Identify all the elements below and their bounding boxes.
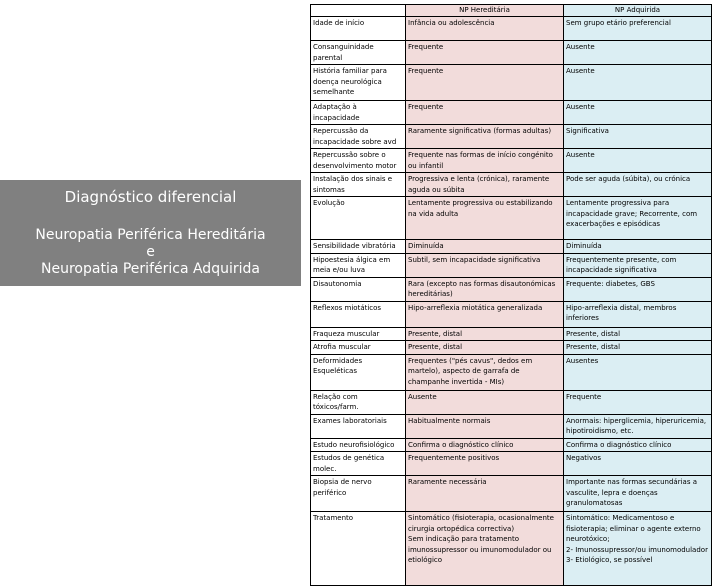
hereditary-cell: Hipo-arreflexia miotática generalizada (406, 301, 564, 327)
acquired-cell: Frequente: diabetes, GBS (564, 277, 712, 301)
table-row (311, 253, 712, 277)
table-row (311, 327, 712, 341)
acquired-cell: Ausente (564, 41, 712, 65)
hereditary-cell: Diminuída (406, 240, 564, 254)
row-label: Atrofia muscular (311, 341, 406, 355)
hereditary-cell: Raramente necessária (406, 476, 564, 512)
hereditary-cell: Infância ou adolescência (406, 17, 564, 41)
row-label: Instalação dos sinais e sintomas (311, 173, 406, 197)
acquired-cell: Lentamente progressiva para incapacidade grave; Recorrente, com exacerbações e episódicas (564, 197, 712, 240)
table-row (311, 17, 712, 41)
hereditary-cell: Subtil, sem incapacidade significativa (406, 253, 564, 277)
hereditary-cell: Presente, distal (406, 327, 564, 341)
row-label: Exames laboratoriais (311, 414, 406, 438)
table-row (311, 101, 712, 125)
row-label: Estudo neurofisiológico (311, 438, 406, 452)
row-label: Consanguinidade parental (311, 41, 406, 65)
table-row (311, 301, 712, 327)
hereditary-cell: Frequentemente positivos (406, 452, 564, 476)
hereditary-cell: Frequente (406, 65, 564, 101)
acquired-cell: Sem grupo etário preferencial (564, 17, 712, 41)
table-row (311, 125, 712, 149)
acquired-cell: Negativos (564, 452, 712, 476)
hereditary-cell: Frequente nas formas de início congénito ou infantil (406, 149, 564, 173)
hereditary-cell: Habitualmente normais (406, 414, 564, 438)
acquired-cell: Frequentemente presente, com incapacidade significativa (564, 253, 712, 277)
row-label: Deformidades Esqueléticas (311, 354, 406, 390)
row-label: Reflexos miotáticos (311, 301, 406, 327)
acquired-cell: Diminuída (564, 240, 712, 254)
header-hereditary: NP Hereditária (406, 5, 564, 17)
table-row (311, 277, 712, 301)
acquired-cell: Ausente (564, 149, 712, 173)
table-row (311, 341, 712, 355)
table-row (311, 390, 712, 414)
slide-title: Diagnóstico diferencial (64, 188, 237, 206)
acquired-cell: Presente, distal (564, 327, 712, 341)
row-label: Tratamento (311, 512, 406, 586)
table-row (311, 452, 712, 476)
hereditary-cell: Ausente (406, 390, 564, 414)
acquired-cell: Importante nas formas secundárias a vasculite, lepra e doenças granulomatosas (564, 476, 712, 512)
table-row (311, 512, 712, 586)
acquired-cell: Sintomático: Medicamentoso e fisioterapia; eliminar o agente externo neurotóxico; 2- Imunossupressor/ou imunomodulador 3- Etiológico, se possível (564, 512, 712, 586)
row-label: Disautonomia (311, 277, 406, 301)
acquired-cell: Presente, distal (564, 341, 712, 355)
row-label: Estudos de genética molec. (311, 452, 406, 476)
row-label: Sensibilidade vibratória (311, 240, 406, 254)
table-row (311, 41, 712, 65)
table-row (311, 149, 712, 173)
table-header-row (311, 5, 712, 17)
subtitle-line-1: Neuropatia Periférica Hereditária (35, 227, 266, 243)
hereditary-cell: Frequente (406, 101, 564, 125)
subtitle-line-2: e (146, 244, 155, 260)
table-row (311, 65, 712, 101)
row-label: Evolução (311, 197, 406, 240)
acquired-cell: Hipo-arreflexia distal, membros inferiores (564, 301, 712, 327)
acquired-cell: Ausente (564, 65, 712, 101)
slide-subtitle (0, 227, 301, 278)
hereditary-cell: Lentamente progressiva ou estabilizando na vida adulta (406, 197, 564, 240)
hereditary-cell: Progressiva e lenta (crónica), raramente aguda ou súbita (406, 173, 564, 197)
hereditary-cell: Sintomático (fisioterapia, ocasionalmente cirurgia ortopédica correctiva) Sem indicação para tratamento imunossupressor ou imunomodulador ou etiológico (406, 512, 564, 586)
header-empty (311, 5, 406, 17)
row-label: Fraqueza muscular (311, 327, 406, 341)
row-label: Repercussão da incapacidade sobre avd (311, 125, 406, 149)
row-label: Idade de início (311, 17, 406, 41)
acquired-cell: Confirma o diagnóstico clínico (564, 438, 712, 452)
hereditary-cell: Presente, distal (406, 341, 564, 355)
acquired-cell: Anormais: hiperglicemia, hiperuricemia, hipotiroidismo, etc. (564, 414, 712, 438)
comparison-table (310, 4, 712, 586)
table-row (311, 197, 712, 240)
table-row (311, 476, 712, 512)
subtitle-line-3: Neuropatia Periférica Adquirida (41, 261, 260, 277)
acquired-cell: Significativa (564, 125, 712, 149)
acquired-cell: Frequente (564, 390, 712, 414)
row-label: Hipoestesia álgica em meia e/ou luva (311, 253, 406, 277)
hereditary-cell: Rara (excepto nas formas disautonómicas hereditárias) (406, 277, 564, 301)
hereditary-cell: Frequente (406, 41, 564, 65)
acquired-cell: Ausentes (564, 354, 712, 390)
header-acquired: NP Adquirida (564, 5, 712, 17)
acquired-cell: Ausente (564, 101, 712, 125)
row-label: Biopsia de nervo periférico (311, 476, 406, 512)
row-label: Relação com tóxicos/farm. (311, 390, 406, 414)
hereditary-cell: Confirma o diagnóstico clínico (406, 438, 564, 452)
table-row (311, 438, 712, 452)
title-box (0, 180, 301, 286)
table-row (311, 240, 712, 254)
table-row (311, 354, 712, 390)
row-label: História familiar para doença neurológica semelhante (311, 65, 406, 101)
row-label: Repercussão sobre o desenvolvimento motor (311, 149, 406, 173)
acquired-cell: Pode ser aguda (súbita), ou crónica (564, 173, 712, 197)
hereditary-cell: Frequentes ("pés cavus", dedos em martelo), aspecto de garrafa de champanhe invertida - MIs) (406, 354, 564, 390)
hereditary-cell: Raramente significativa (formas adultas) (406, 125, 564, 149)
table-row (311, 414, 712, 438)
row-label: Adaptação à incapacidade (311, 101, 406, 125)
table-row (311, 173, 712, 197)
